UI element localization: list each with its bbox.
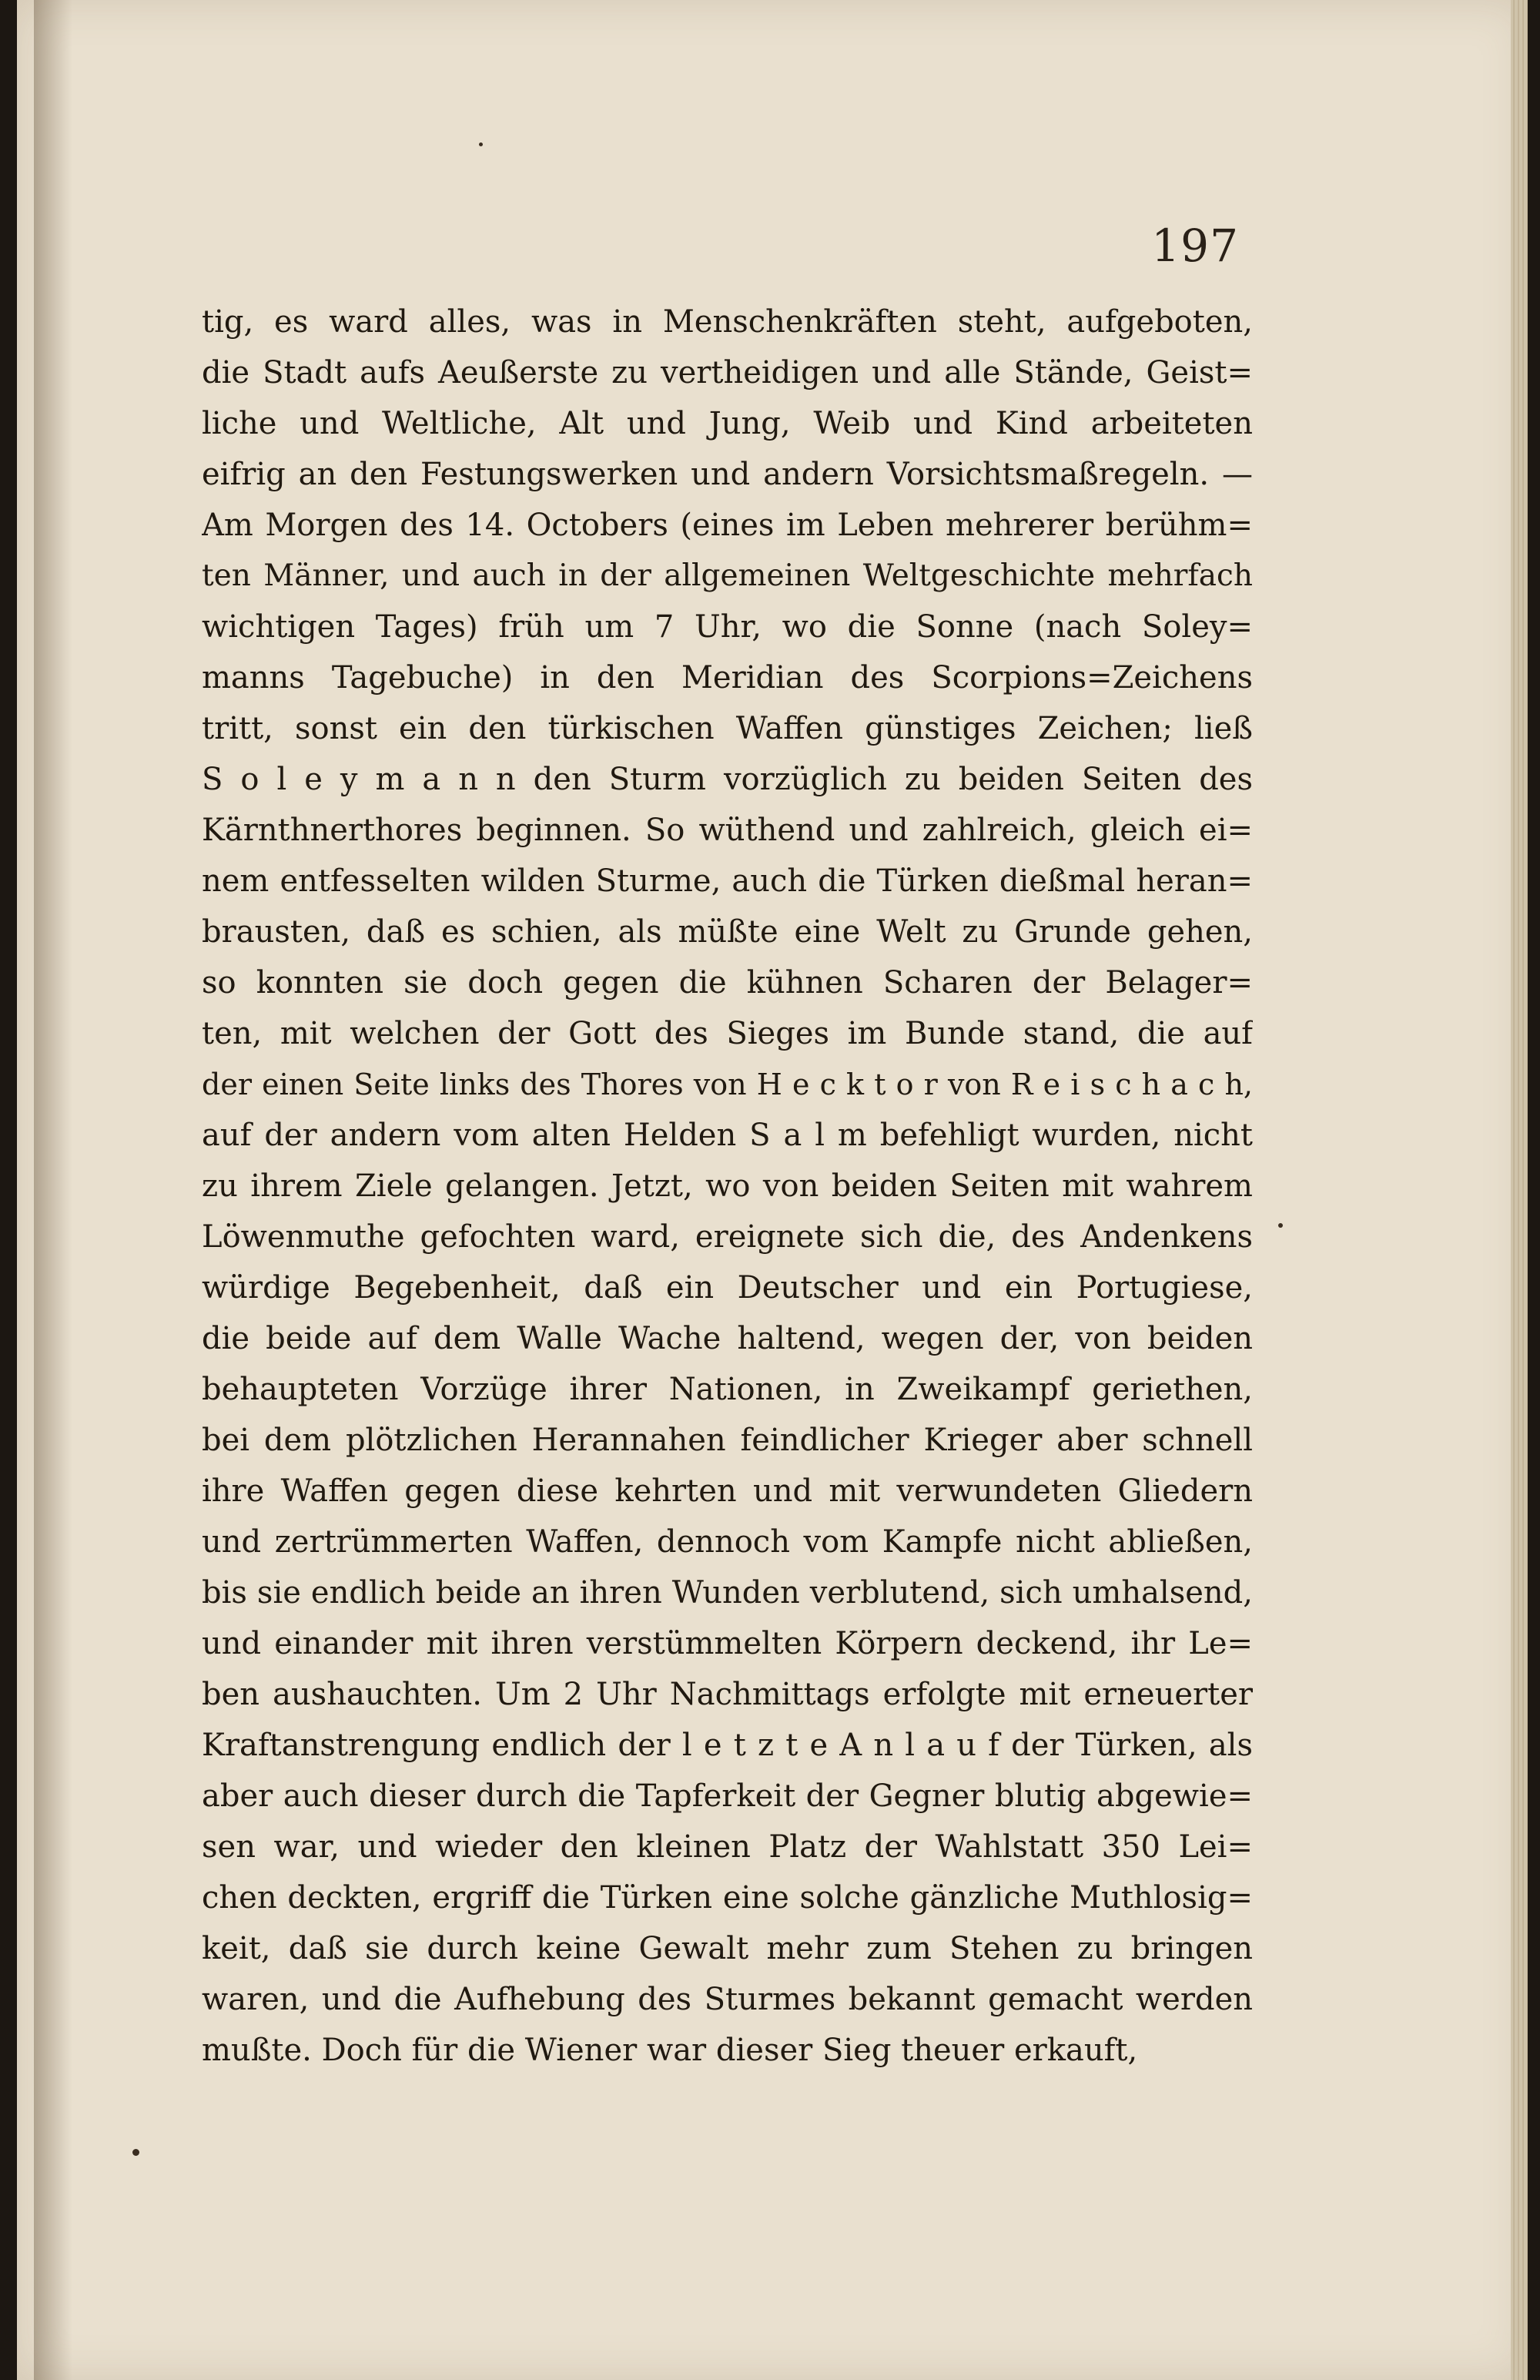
text-line: wichtigen Tages) früh um 7 Uhr, wo die Sonne (nach Soley= (202, 609, 1253, 645)
text-line: sen war, und wieder den kleinen Platz der Wahlstatt 350 Lei= (202, 1829, 1253, 1865)
text-line: eifrig an den Festungswerken und andern Vorsichtsmaßregeln. — (202, 457, 1253, 492)
text-line: nem entfesselten wilden Sturme, auch die Türken dießmal heran= (202, 863, 1253, 899)
paper-speck (479, 142, 483, 146)
text-line: die beide auf dem Walle Wache haltend, wegen der, von beiden (202, 1321, 1253, 1356)
text-line: ben aushauchten. Um 2 Uhr Nachmittags erfolgte mit erneuerter (202, 1677, 1253, 1712)
text-line: bei dem plötzlichen Herannahen feindlicher Krieger aber schnell (202, 1423, 1253, 1458)
paper-speck (132, 2149, 139, 2156)
text-line: auf der andern vom alten Helden S a l m befehligt wurden, nicht (202, 1118, 1253, 1153)
binding-shadow (34, 0, 72, 2380)
text-line: keit, daß sie durch keine Gewalt mehr zum Stehen zu bringen (202, 1931, 1253, 1966)
text-line: tritt, sonst ein den türkischen Waffen günstiges Zeichen; ließ (202, 711, 1253, 746)
text-line: manns Tagebuche) in den Meridian des Scorpions=Zeichens (202, 660, 1253, 696)
text-line: aber auch dieser durch die Tapferkeit der Gegner blutig abgewie= (202, 1778, 1253, 1814)
text-line: S o l e y m a n n den Sturm vorzüglich zu beiden Seiten des (202, 762, 1253, 797)
book-page (17, 0, 1528, 2380)
text-line: ten Männer, und auch in der allgemeinen Weltgeschichte mehrfach (202, 558, 1253, 593)
text-line: chen deckten, ergriff die Türken eine solche gänzliche Muthlosig= (202, 1880, 1253, 1916)
text-line: tig, es ward alles, was in Menschenkräften steht, aufgeboten, (202, 304, 1253, 340)
text-line: waren, und die Aufhebung des Sturmes bekannt gemacht werden (202, 1982, 1253, 2017)
paper-speck (1278, 1223, 1283, 1228)
text-line: zu ihrem Ziele gelangen. Jetzt, wo von beiden Seiten mit wahrem (202, 1168, 1253, 1204)
text-line: so konnten sie doch gegen die kühnen Scharen der Belager= (202, 965, 1253, 1001)
text-line: brausten, daß es schien, als müßte eine Welt zu Grunde gehen, (202, 914, 1253, 950)
text-line: behaupteten Vorzüge ihrer Nationen, in Zweikampf geriethen, (202, 1372, 1253, 1407)
text-line: würdige Begebenheit, daß ein Deutscher und ein Portugiese, (202, 1270, 1253, 1306)
text-line: Kärnthnerthores beginnen. So wüthend und zahlreich, gleich ei= (202, 813, 1253, 848)
text-line: und zertrümmerten Waffen, dennoch vom Kampfe nicht abließen, (202, 1524, 1253, 1560)
text-line: bis sie endlich beide an ihren Wunden verblutend, sich umhalsend, (202, 1575, 1253, 1611)
text-line: ihre Waffen gegen diese kehrten und mit verwundeten Gliedern (202, 1473, 1253, 1509)
text-line: mußte. Doch für die Wiener war dieser Sieg theuer erkauft, (202, 2033, 1138, 2068)
text-line: liche und Weltliche, Alt und Jung, Weib und Kind arbeiteten (202, 406, 1253, 441)
text-line: die Stadt aufs Aeußerste zu vertheidigen und alle Stände, Geist= (202, 355, 1253, 391)
text-line: und einander mit ihren verstümmelten Körpern deckend, ihr Le= (202, 1626, 1253, 1661)
text-line: Kraftanstrengung endlich der l e t z t e A n l a u f der Türken, als (202, 1728, 1253, 1763)
text-line: Löwenmuthe gefochten ward, ereignete sich die, des Andenkens (202, 1219, 1253, 1255)
page-edge-stack (1511, 0, 1528, 2380)
text-line: Am Morgen des 14. Octobers (eines im Leben mehrerer berühm= (202, 508, 1253, 543)
text-line: ten, mit welchen der Gott des Sieges im Bunde stand, die auf (202, 1016, 1253, 1051)
body-text (202, 297, 1253, 2076)
text-line: der einen Seite links des Thores von H e c k t o r von R e i s c h a c h, (202, 1068, 1253, 1101)
page-number: 197 (1151, 220, 1239, 272)
